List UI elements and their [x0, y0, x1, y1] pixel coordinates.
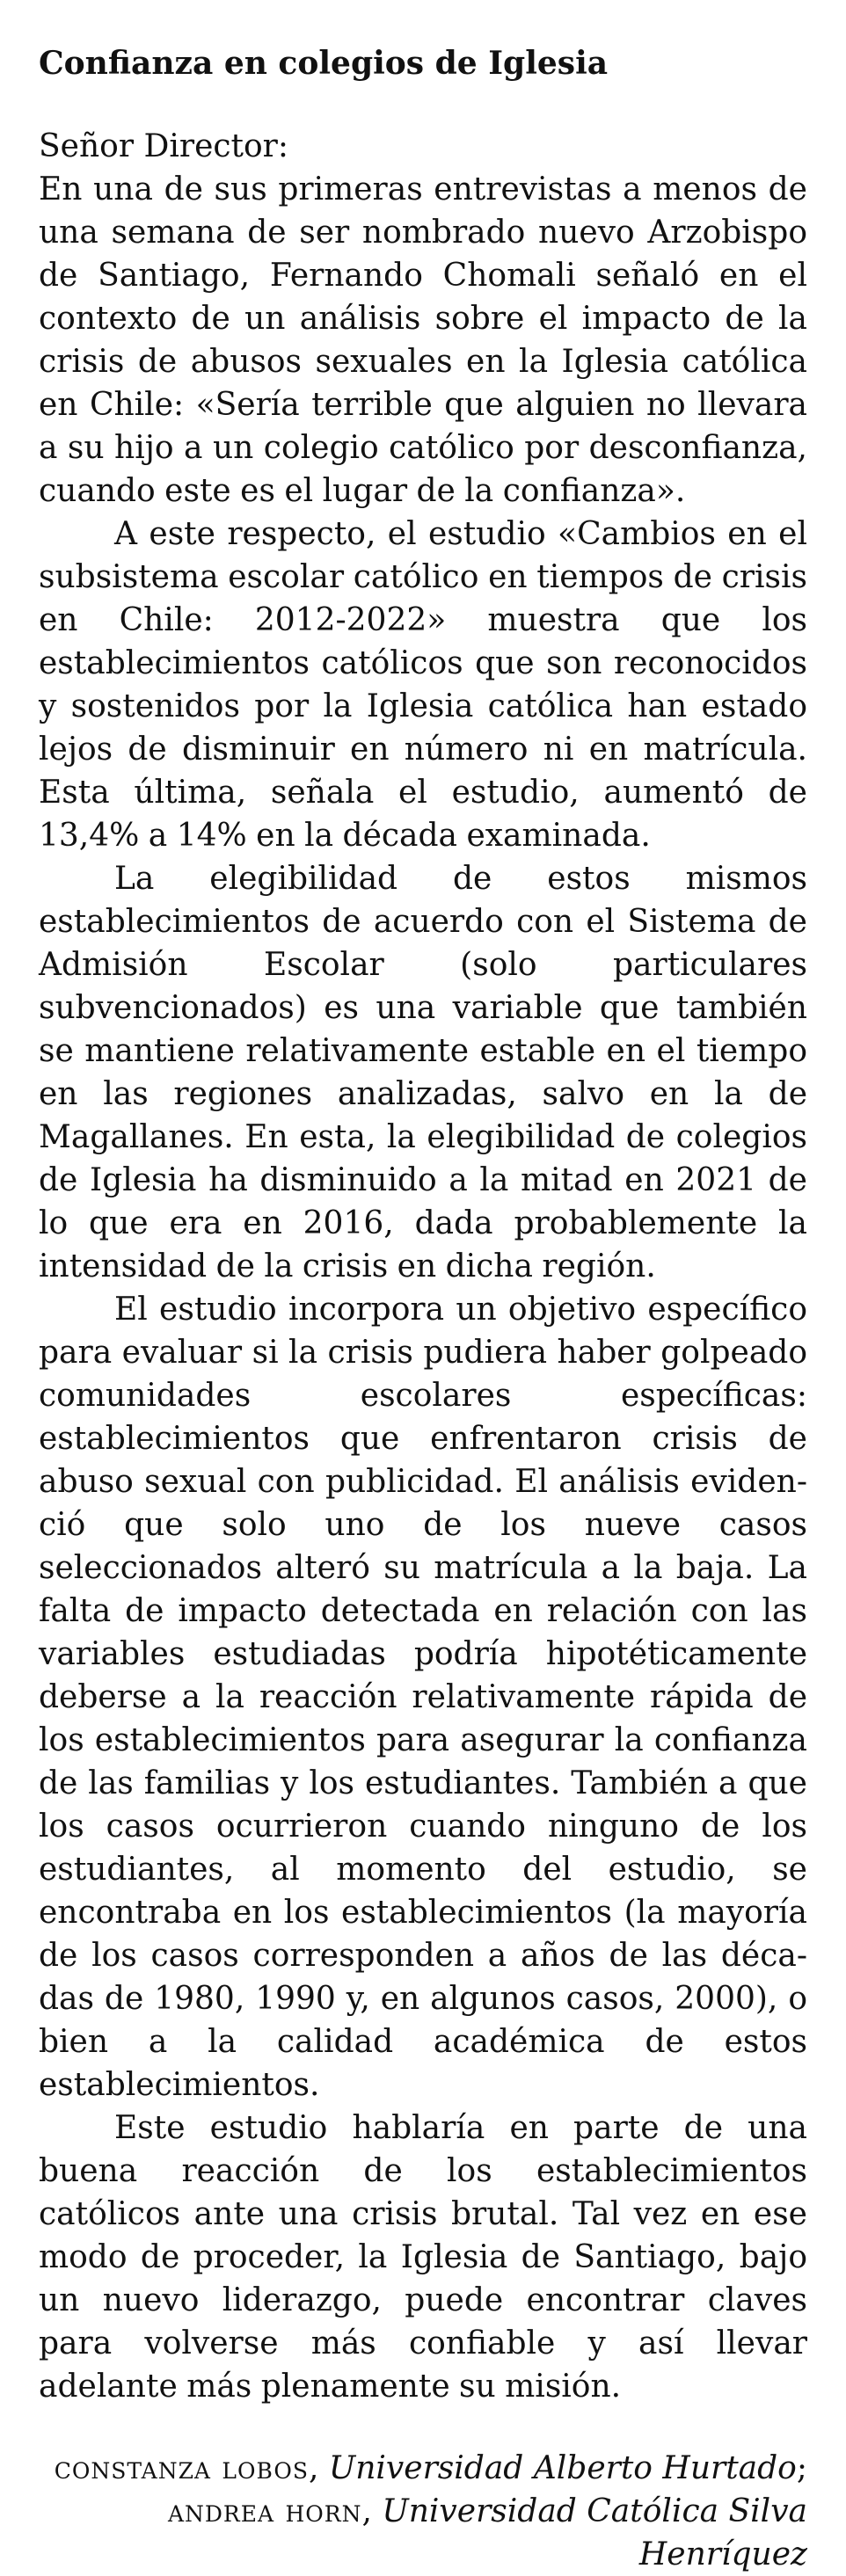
paragraph-5: Este estudio hablaría en parte de una buena reacción de los establecimientos católicos ante una crisis brutal. Tal vez en ese modo de proceder, la Iglesia de Santiago, bajo un nuevo liderazgo, puede encontrar claves para volverse más confiable y así llevar adelante más plenamente su misión.	[39, 2110, 807, 2405]
signature-2-name: andrea horn	[167, 2493, 362, 2529]
signature-2-institution: Universidad Católica Silva Henríquez	[382, 2493, 807, 2572]
signature-1-separator: ,	[309, 2450, 329, 2486]
salutation: Señor Director:	[39, 128, 289, 164]
signatures	[39, 2447, 807, 2576]
signature-2-separator: ,	[361, 2493, 383, 2529]
paragraph-4: El estudio incorpora un objetivo específico para evaluar si la crisis pudiera haber golpeado comunidades escolares específicas: establecimientos que enfrentaron crisis de abuso sexual con publicidad. El análisis evidenció que solo uno de los nueve casos seleccionados alteró su matrícula a la baja. La falta de impacto detectada en relación con las variables estudiadas podría hipotéticamente deberse a la reacción relativamente rápida de los establecimientos para asegurar la confianza de las familias y los estudiantes. También a que los casos ocurrieron cuando ninguno de los estudiantes, al momento del estudio, se encontraba en los establecimientos (la mayoría de los casos corresponden a años de las décadas de 1980, 1990 y, en algunos casos, 2000), o bien a la calidad académica de estos establecimientos.	[39, 1292, 807, 2103]
paragraph-3: La elegibilidad de estos mismos establecimientos de acuerdo con el Sistema de Admisión Escolar (solo particulares subvencionados) es una variable que también se mantiene relativamente estable en el tiempo en las regiones analizadas, salvo en la de Magallanes. En esta, la elegibilidad de colegios de Iglesia ha disminuido a la mitad en 2021 de lo que era en 2016, dada probablemente la intensidad de la crisis en dicha región.	[39, 861, 807, 1284]
signature-1-name: constanza lobos	[54, 2450, 309, 2486]
paragraph-2: A este respecto, el estudio «Cambios en el subsistema escolar católico en tiempos de crisis en Chile: 2012-2022» muestra que los establecimientos católicos que son reconocidos y sostenidos por la Iglesia católica han estado lejos de disminuir en número ni en matrícula. Esta última, señala el estudio, aumentó de 13,4% a 14% en la década examinada.	[39, 516, 807, 854]
signature-2	[39, 2490, 807, 2576]
signature-1-end: ;	[796, 2450, 807, 2486]
signature-1-institution: Universidad Alberto Hurtado	[328, 2450, 797, 2486]
paragraph-1: En una de sus primeras entrevistas a menos de una semana de ser nombrado nuevo Arzobispo de Santiago, Fernando Chomali señaló en el contexto de un análisis sobre el impacto de la crisis de abusos sexuales en la Iglesia católica en Chile: «Sería terrible que alguien no llevara a su hijo a un colegio católico por desconfianza, cuando este es el lugar de la confianza».	[39, 171, 807, 509]
letter-title: Confianza en colegios de Iglesia	[39, 45, 609, 82]
signature-1	[39, 2447, 807, 2490]
